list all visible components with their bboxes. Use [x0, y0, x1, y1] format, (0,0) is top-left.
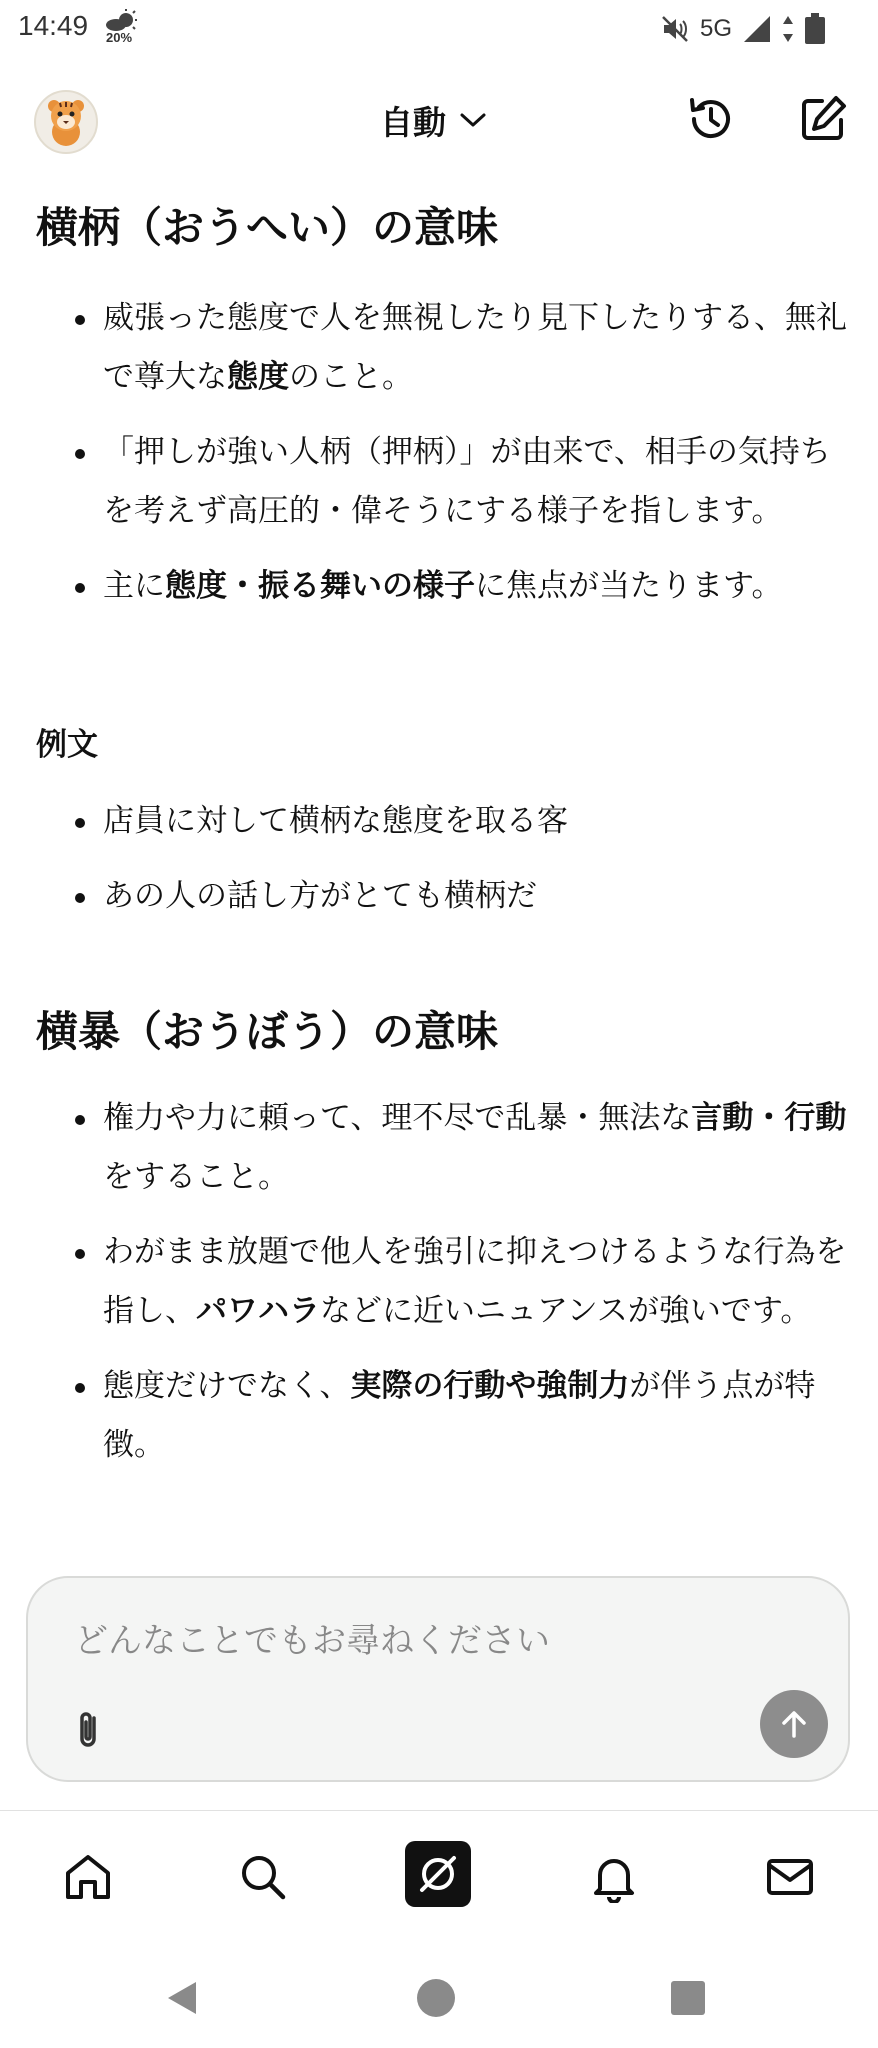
bottom-nav [0, 1811, 878, 1951]
tiger-avatar-icon [36, 92, 96, 152]
message-input[interactable] [72, 1612, 756, 1670]
list-item: あの人の話し方がとても横柄だ [0, 867, 878, 926]
weather-percent: 20% [106, 30, 133, 45]
arrow-up-icon [776, 1706, 812, 1742]
status-bar [0, 0, 878, 60]
mode-selector[interactable] [380, 98, 488, 142]
status-time: 14:49 [18, 10, 89, 41]
edit-icon[interactable] [796, 92, 850, 146]
app-header [0, 80, 878, 158]
nav-notifications[interactable] [584, 1847, 644, 1907]
search-icon [237, 1851, 289, 1903]
avatar[interactable] [34, 90, 98, 154]
chevron-down-icon [458, 110, 488, 130]
mute-icon [660, 14, 690, 44]
signal-icon [742, 14, 772, 44]
message-composer [26, 1576, 850, 1782]
home-icon [62, 1851, 114, 1903]
battery-icon [804, 13, 826, 45]
mail-icon [764, 1851, 816, 1903]
list-item: 権力や力に頼って、理不尽で乱暴・無法な言動・行動をすること。 [0, 1089, 878, 1207]
nav-messages[interactable] [760, 1847, 820, 1907]
ouhei-meaning-list [0, 289, 878, 616]
list-item: 「押しが強い人柄（押柄）」が由来で、相手の気持ちを考えず高圧的・偉そうにする様子を指します。 [0, 423, 878, 541]
section-title-oubou: 横暴（おうぼう）の意味 [36, 1007, 499, 1056]
nav-grok[interactable] [405, 1841, 471, 1907]
mode-label: 自動 [380, 102, 446, 142]
list-item: わがまま放題で他人を強引に抑えつけるような行為を指し、パワハラなどに近いニュアンスが強いです。 [0, 1223, 878, 1341]
back-icon[interactable] [162, 1978, 202, 2018]
oubou-meaning-list [0, 1089, 878, 1475]
nav-search[interactable] [233, 1847, 293, 1907]
send-button[interactable] [760, 1690, 828, 1758]
examples-list [0, 792, 878, 926]
history-icon[interactable] [684, 92, 738, 146]
chat-response [0, 160, 878, 1560]
list-item: 態度だけでなく、実際の行動や強制力が伴う点が特徴。 [0, 1357, 878, 1475]
section-title-ouhei: 横柄（おうへい）の意味 [36, 203, 499, 252]
home-button-icon[interactable] [416, 1978, 456, 2018]
nav-home[interactable] [58, 1847, 118, 1907]
list-item: 主に態度・振る舞いの様子に焦点が当たります。 [0, 557, 878, 616]
bell-icon [588, 1851, 640, 1903]
examples-title: 例文 [36, 727, 98, 763]
status-indicators [660, 12, 826, 46]
list-item: 店員に対して横柄な態度を取る客 [0, 792, 878, 851]
recents-icon[interactable] [668, 1978, 708, 2018]
paperclip-icon[interactable] [64, 1706, 112, 1754]
list-item: 威張った態度で人を無視したり見下したりする、無礼で尊大な態度のこと。 [0, 289, 878, 407]
system-nav-bar [0, 1952, 878, 2048]
data-arrows-icon [782, 14, 794, 44]
grok-icon [414, 1850, 462, 1898]
network-type: 5G [699, 15, 732, 42]
